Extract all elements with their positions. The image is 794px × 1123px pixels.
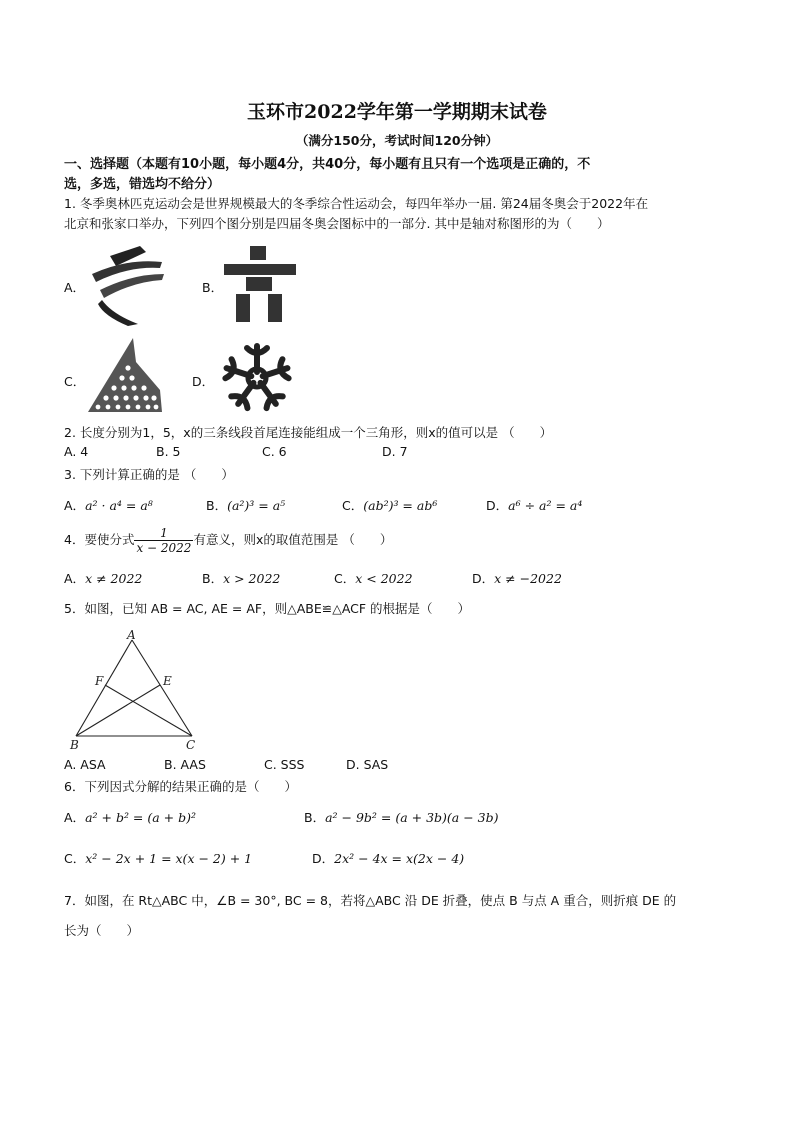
q4-stem-prefix: 4．要使分式 — [64, 532, 135, 547]
q2-option-b: B. 5 — [156, 444, 181, 459]
q4-option-c-label: C． — [334, 571, 356, 586]
q4-stem — [64, 526, 392, 555]
q2-stem: 2. 长度分别为1，5，x的三条线段首尾连接能组成一个三角形，则x的值可以是 （ ） — [64, 425, 553, 440]
q1-option-d-figure — [218, 340, 296, 416]
q5-label-f: F — [95, 674, 104, 688]
q5-label-e: E — [163, 674, 172, 688]
q4-option-b-expr: x > 2022 — [223, 571, 281, 586]
section-heading-line1: 一、选择题（本题有10小题，每小题4分，共40分，每小题有且只有一个选项是正确的，不 — [64, 157, 591, 172]
q5-stem: 5．如图，已知 AB = AC, AE = AF，则△ABE≌△ACF 的根据是（ ） — [64, 601, 471, 616]
page-subtitle: （满分150分，考试时间120分钟） — [295, 133, 499, 148]
q6-option-b-expr: a² − 9b² = (a + 3b)(a − 3b) — [325, 810, 499, 825]
q3-option-d-label: D． — [486, 498, 509, 513]
q4-option-c-expr: x < 2022 — [355, 571, 413, 586]
q1-option-a-figure — [88, 244, 168, 326]
q6-option-d — [312, 849, 464, 867]
q5-triangle-figure — [64, 628, 204, 752]
q3-option-a-label: A． — [64, 498, 86, 513]
q6-option-a — [64, 808, 196, 826]
q1-option-b-figure — [224, 246, 296, 324]
q7-stem-line2: 长为（ ） — [64, 923, 140, 938]
q4-option-d-expr: x ≠ −2022 — [494, 571, 562, 586]
q4-stem-suffix: 有意义，则x的取值范围是 （ ） — [193, 532, 393, 547]
q6-option-c — [64, 849, 252, 867]
q5-option-d: D. SAS — [346, 757, 389, 772]
q6-option-d-expr: 2x² − 4x = x(2x − 4) — [334, 851, 465, 866]
q6-option-c-expr: x² − 2x + 1 = x(x − 2) + 1 — [85, 851, 253, 866]
q4-option-d — [472, 569, 562, 587]
q1-option-d-label: D． — [192, 374, 215, 389]
q4-option-b — [202, 569, 280, 587]
q3-option-d — [486, 496, 582, 514]
q3-option-a — [64, 496, 153, 514]
q6-option-c-label: C． — [64, 851, 86, 866]
q5-label-a: A — [127, 628, 136, 642]
q3-option-a-expr: a² · a⁴ = a⁸ — [85, 498, 153, 513]
q6-option-d-label: D． — [312, 851, 335, 866]
q3-option-b — [206, 496, 285, 514]
q3-option-c-expr: (ab²)³ = ab⁶ — [363, 498, 438, 513]
q3-option-b-expr: (a²)³ = a⁵ — [227, 498, 286, 513]
q3-option-c-label: C． — [342, 498, 364, 513]
q4-fraction-denominator: x − 2022 — [136, 541, 192, 555]
q4-option-a-expr: x ≠ 2022 — [85, 571, 143, 586]
q5-option-a: A. ASA — [64, 757, 106, 772]
q6-option-a-label: A． — [64, 810, 86, 825]
q2-option-a: A. 4 — [64, 444, 89, 459]
q5-segment-ac — [132, 640, 192, 736]
q4-fraction — [134, 526, 193, 555]
q5-option-c: C. SSS — [264, 757, 305, 772]
q5-label-c: C — [186, 738, 196, 752]
q7-stem-line1: 7．如图，在 Rt△ABC 中，∠B = 30°, BC = 8，若将△ABC 沿 DE 折叠，使点 B 与点 A 重合，则折痕 DE 的 — [64, 893, 677, 908]
q4-option-c — [334, 569, 413, 587]
q4-fraction-numerator: 1 — [134, 526, 193, 541]
q1-stem-line1: 1. 冬季奥林匹克运动会是世界规模最大的冬季综合性运动会，每四年举办一届. 第24届冬奥会于2022年在 — [64, 196, 649, 211]
q4-option-a-label: A． — [64, 571, 86, 586]
q3-option-c — [342, 496, 437, 514]
q3-option-b-label: B． — [206, 498, 228, 513]
q1-option-b-label: B． — [202, 280, 224, 295]
q4-option-d-label: D． — [472, 571, 495, 586]
page-title: 玉环市2022学年第一学期期末试卷 — [247, 101, 547, 123]
q1-option-c-label: C． — [64, 374, 86, 389]
q6-option-b — [304, 808, 499, 826]
q6-option-b-label: B． — [304, 810, 326, 825]
section-heading-line2: 选，多选，错选均不给分） — [64, 177, 221, 192]
q1-option-a-label: A． — [64, 280, 86, 295]
q4-option-b-label: B． — [202, 571, 224, 586]
q5-label-b: B — [70, 738, 79, 752]
q4-option-a — [64, 569, 142, 587]
q2-option-c: C. 6 — [262, 444, 287, 459]
q1-stem-line2: 北京和张家口举办，下列四个图分别是四届冬奥会图标中的一部分. 其中是轴对称图形的为（ ） — [64, 216, 610, 231]
q1-option-c-figure — [88, 338, 162, 414]
q3-stem: 3. 下列计算正确的是 （ ） — [64, 467, 234, 482]
q2-option-d: D. 7 — [382, 444, 408, 459]
q5-option-b: B. AAS — [164, 757, 206, 772]
q6-option-a-expr: a² + b² = (a + b)² — [85, 810, 197, 825]
q5-segment-ab — [76, 640, 132, 736]
q3-option-d-expr: a⁶ ÷ a² = a⁴ — [508, 498, 583, 513]
q6-stem: 6．下列因式分解的结果正确的是（ ） — [64, 779, 297, 794]
